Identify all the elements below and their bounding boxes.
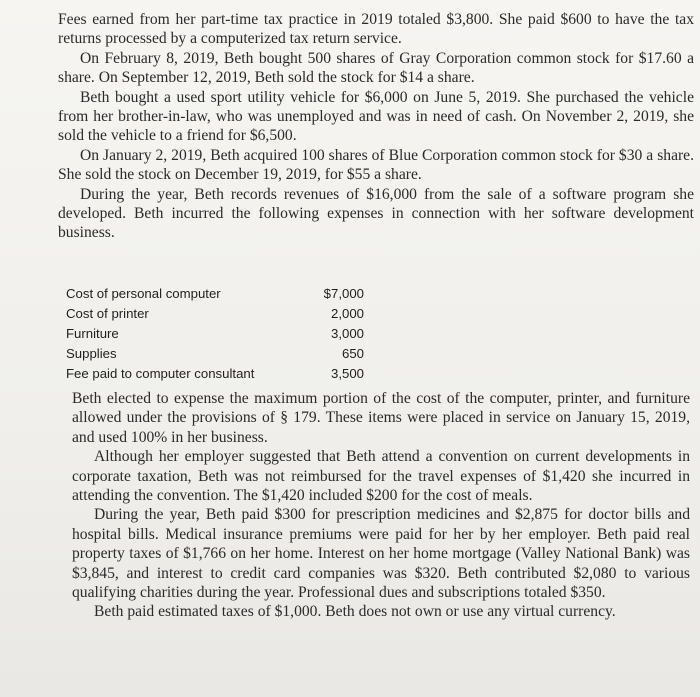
expense-amount: 2,000 (330, 305, 364, 321)
bottom-text-block (72, 389, 690, 622)
paragraph-tax-practice: Fees earned from her part-time tax practice in 2019 totaled $3,800. She paid $600 to have the tax returns processed by a computerized tax return service. (58, 11, 694, 48)
paragraph-estimated-taxes: Beth paid estimated taxes of $1,000. Beth does not own or use any virtual currency. (94, 603, 616, 621)
table-row (66, 323, 364, 343)
table-row (66, 283, 364, 303)
paragraph-sport-utility-vehicle: Beth bought a used sport utility vehicle for $6,000 on June 5, 2019. She purchased the vehicle from her brother-in-law, who was unemployed and was in need of cash. On November 2, 2019, she sold the vehicle to a friend for $6,500. (58, 88, 694, 145)
table-row (66, 303, 364, 323)
paragraph-software-business: During the year, Beth records revenues of $16,000 from the sale of a software program she developed. Beth incurred the following expenses in connection with her software development business. (58, 185, 694, 242)
top-text-block (58, 10, 694, 243)
expense-label: Fee paid to computer consultant (66, 366, 255, 382)
expense-amount: 3,000 (330, 325, 364, 341)
paragraph-section-179: Beth elected to expense the maximum portion of the cost of the computer, printer, and furniture allowed under the provisions of § 179. These items were placed in service on January 15, 2019, and used 100% in her business. (72, 390, 690, 446)
expense-label: Supplies (66, 346, 117, 362)
expense-amount: 3,500 (330, 366, 364, 382)
paragraph-blue-corporation: On January 2, 2019, Beth acquired 100 shares of Blue Corporation common stock for $30 a share. She sold the stock on December 19, 2019, for $55 a share. (58, 146, 694, 184)
expense-label: Furniture (66, 325, 119, 341)
expense-amount: $7,000 (323, 285, 364, 301)
paragraph-medical-and-taxes: During the year, Beth paid $300 for prescription medicines and $2,875 for doctor bills and hospital bills. Medical insurance premiums were paid for her by her employer. Beth paid real property taxes of $1,766 on her home. Interest on her home mortgage (Valley National Bank) was $3,845, and interest to credit card companies was $320. Beth contributed $2,080 to various qualifying charities during the year. Professional dues and subscriptions totaled $350. (72, 506, 690, 602)
expense-amount: 650 (341, 346, 364, 362)
table-row (66, 344, 364, 364)
expense-table (66, 283, 364, 384)
expense-label: Cost of personal computer (66, 285, 221, 301)
paragraph-gray-corporation: On February 8, 2019, Beth bought 500 shares of Gray Corporation common stock for $17.60 a share. On September 12, 2019, Beth sold the stock for $14 a share. (58, 49, 694, 87)
expense-label: Cost of printer (66, 305, 149, 321)
table-row (66, 364, 364, 384)
paragraph-convention: Although her employer suggested that Beth attend a convention on current developments in corporate taxation, Beth was not reimbursed for the travel expenses of $1,420 she incurred in attending the convention. The $1,420 included $200 for the cost of meals. (72, 448, 690, 505)
